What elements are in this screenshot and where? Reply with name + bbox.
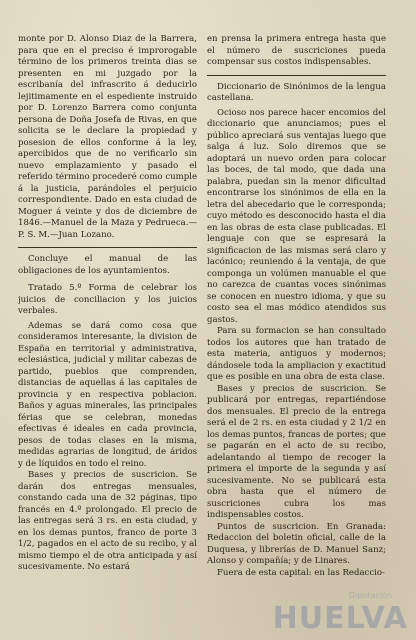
outside-capital-paragraph: Fuera de esta capital: en las Redaccio-	[217, 567, 385, 578]
content-paragraph: Ademas se dará como cosa que consideramos interesante, la division de España en territorial y administrativa, eclesiástica, judicial y militar cabezas de partido, pueblos que comprenden, distancias de aquellas á las capitales de provincia y en respectiva poblacion. Baños y aguas minerales, las principales férias que se celebran, monedas efectivas é ideales en cada provincia, pesos de todas clases en la misma, medidas agrarias de longitud, de áridos y de líquidos en todo el reino.	[18, 320, 197, 469]
dictionary-description: Ocioso nos parece hacer encomios del diccionario que anunciamos; pues el público apreciará sus ventajas luego que salga á luz. Solo diremos que se adoptará un nuevo orden para colocar las boces, de tal modo, que dada una palabra, puedan sin la menor dificultad encontrarse los sinónimos de ella en la letra del abecedario que le corresponda; cuyo método es desconocido hasta el dia en las obras de esta clase publicadas. El lenguaje con que se espresará la significacion de las mismas será claro y lacónico; reuniendo á la ventaja, de que componga un volúmen manuable el que no carezca de cuantas voces sinónimas se conocen en nuestro idioma, y que su costo sea el mas módico atendidos sus gastos.	[207, 107, 386, 325]
continued-paragraph: en prensa la primera entrega hasta que el número de suscriciones pueda compensar sus costos indispensables.	[207, 34, 386, 67]
right-column	[207, 34, 386, 632]
left-column	[18, 34, 197, 632]
subscription-paragraph: Bases y precios de suscricion. Se publicará por entregas, repartiéndose dos mensuales. El precio de la entrega será el de 2 rs. en esta ciudad y 2 1/2 en los demas puntos, francas de portes; que se pagarán en el acto de su recibo, adelantando al tiempo de recoger la primera el importe de la segunda y así sucesivamente. No se publicará esta obra hasta que el número de suscriciones cubra los mas indispensables costos.	[207, 383, 386, 520]
manual-heading: Concluye el manual de las obligaciones de los ayuntamientos.	[18, 254, 197, 276]
dictionary-heading: Diccionario de Sinónimos de la lengua castellana.	[207, 81, 386, 103]
page-columns	[18, 34, 386, 632]
section-divider	[18, 247, 197, 248]
section-divider	[207, 75, 386, 76]
subscription-paragraph: Bases y precios de suscricion. Se darán dos entregas mensuales, constando cada una de 32 páginas, tipo francés en 4.º prolongado. El precio de las entregas será 3 rs. en esta ciudad, y en los demas puntos, franco de porte 3 1/2, pagados en el acto de su recibo, y al mismo tiempo el de otra anticipada y así sucesivamente. No estará	[18, 470, 197, 572]
archive-watermark: HUELVA	[272, 601, 408, 636]
treatise-title: Tratado 5.º Forma de celebrar los juicios de conciliacion y los juicios verbales.	[18, 283, 197, 316]
edict-paragraph: monte por D. Alonso Diaz de la Barrera, para que en el preciso é improrogable término de los primeros treinta dias se presenten en mi juzgado por la escribanía del infrascrito á deducirlo lejitimamente en el espediente instruido por D. Lorenzo Barrera como conjunta persona de Doña Josefa de Rivas, en que solicita se le declare la propiedad y posesion de ellos conforme á la ley, apercibidos que de no verificarlo sin nuevo emplazamiento y pasado el referido término procederé como cumple á la justicia, parándoles el perjuicio correspondiente. Dado en esta ciudad de Moguer á veinte y dos de diciembre de 1846.—Manuel de la Maza y Pedrueca.—P. S. M.—Juan Lozano.	[18, 34, 197, 240]
sources-paragraph: Para su formacion se han consultado todos los autores que han tratado de esta materia, antiguos y modernos; dándosele toda la ampliacion y exactitud que es posible en una obra de esta clase.	[207, 326, 386, 382]
subscription-points: Puntos de suscricion. En Granada: Redaccion del boletin oficial, calle de la Duquesa, y librerías de D. Manuel Sanz; Alonso y compañía; y de Linares.	[207, 521, 386, 566]
watermark-subtitle: Diputación	[348, 591, 392, 600]
